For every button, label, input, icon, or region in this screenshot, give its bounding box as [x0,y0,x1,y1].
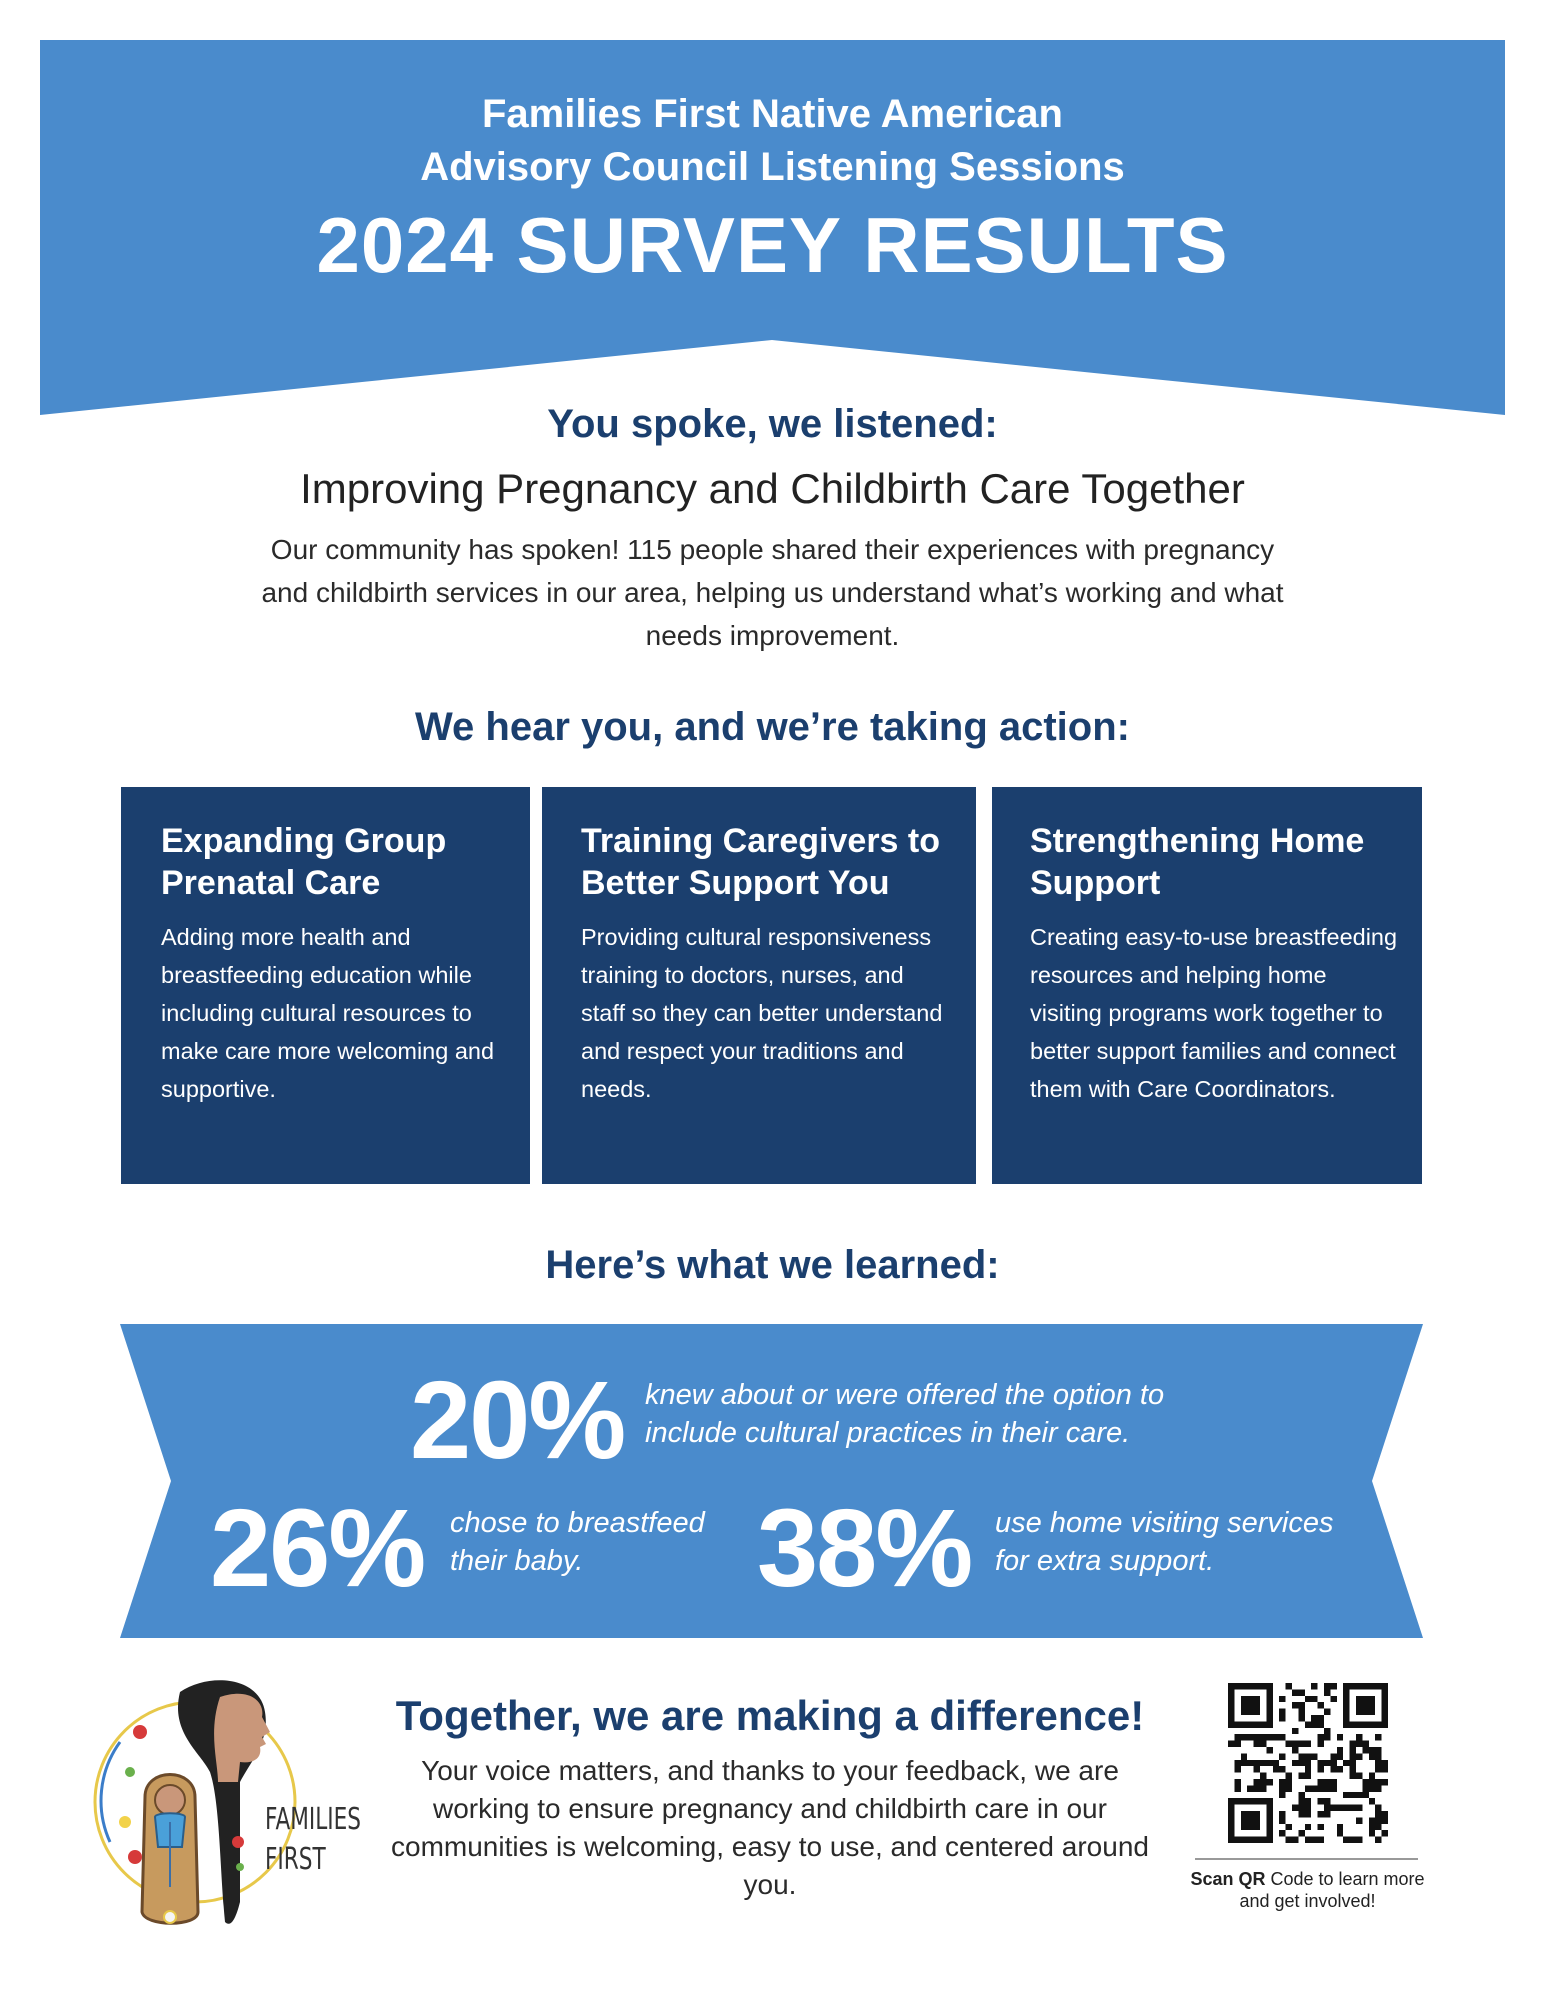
actions-heading: We hear you, and we’re taking action: [415,705,1130,749]
qr-divider [1195,1858,1418,1860]
stats-ribbon [120,1324,1423,1638]
stat-value-cultural-practices: 20% [410,1359,625,1482]
card-title: Strengthening Home Support [1030,822,1365,902]
stat-text-cultural-practices: knew about or were offered the option to include cultural practices in their care. [645,1379,1165,1449]
card-body: Providing cultural responsiveness training to doctors, nurses, and staff so they can better understand and respect your traditions and needs. [581,924,943,1102]
qr-caption-rest: Code to learn more and get involved! [1239,1869,1425,1911]
logo-text-line-2: FIRST [265,1842,326,1877]
logo-wordmark [265,1800,361,1880]
card-title: Training Caregivers to Better Support You [581,822,940,902]
qr-code[interactable] [1228,1683,1388,1843]
intro-subheading: Improving Pregnancy and Childbirth Care Together [300,465,1245,512]
stat-text-home-visiting: use home visiting services for extra support. [995,1507,1334,1577]
intro-body: Our community has spoken! 115 people shared their experiences with pregnancy and childbirth services in our area, helping us understand what’s working and what needs improvement. [261,534,1284,651]
intro-heading: You spoke, we listened: [547,402,998,446]
header-banner [40,40,1505,415]
page-title: 2024 SURVEY RESULTS [316,201,1229,289]
logo-text-line-1: FAMILIES [265,1802,361,1837]
learned-heading: Here’s what we learned: [545,1243,1000,1287]
stat-value-home-visiting: 38% [757,1487,972,1610]
stat-text-breastfeed: chose to breastfeed their baby. [450,1507,705,1577]
closing-heading: Together, we are making a difference! [395,1692,1145,1739]
action-card-training-caregivers [542,787,976,1184]
header-line-2: Advisory Council Listening Sessions [420,145,1125,189]
qr-code-icon [1228,1683,1388,1843]
header-line-1: Families First Native American [482,92,1063,136]
card-body: Adding more health and breastfeeding education while including cultural resources to make care more welcoming and supportive. [161,924,495,1102]
closing-body: Your voice matters, and thanks to your feedback, we are working to ensure pregnancy and childbirth care in our communities is welcoming, easy to use, and centered around you. [391,1755,1149,1900]
card-body: Creating easy-to-use breastfeeding resources and helping home visiting programs work together to better support families and connect them with Care Coordinators. [1030,924,1398,1102]
stat-value-breastfeed: 26% [210,1487,425,1610]
card-title: Expanding Group Prenatal Care [161,822,447,902]
qr-caption-bold: Scan QR [1190,1869,1266,1889]
action-card-home-support [992,787,1422,1184]
qr-caption [1190,1868,1425,1912]
action-card-group-prenatal [121,787,530,1184]
families-first-logo [90,1672,390,1932]
